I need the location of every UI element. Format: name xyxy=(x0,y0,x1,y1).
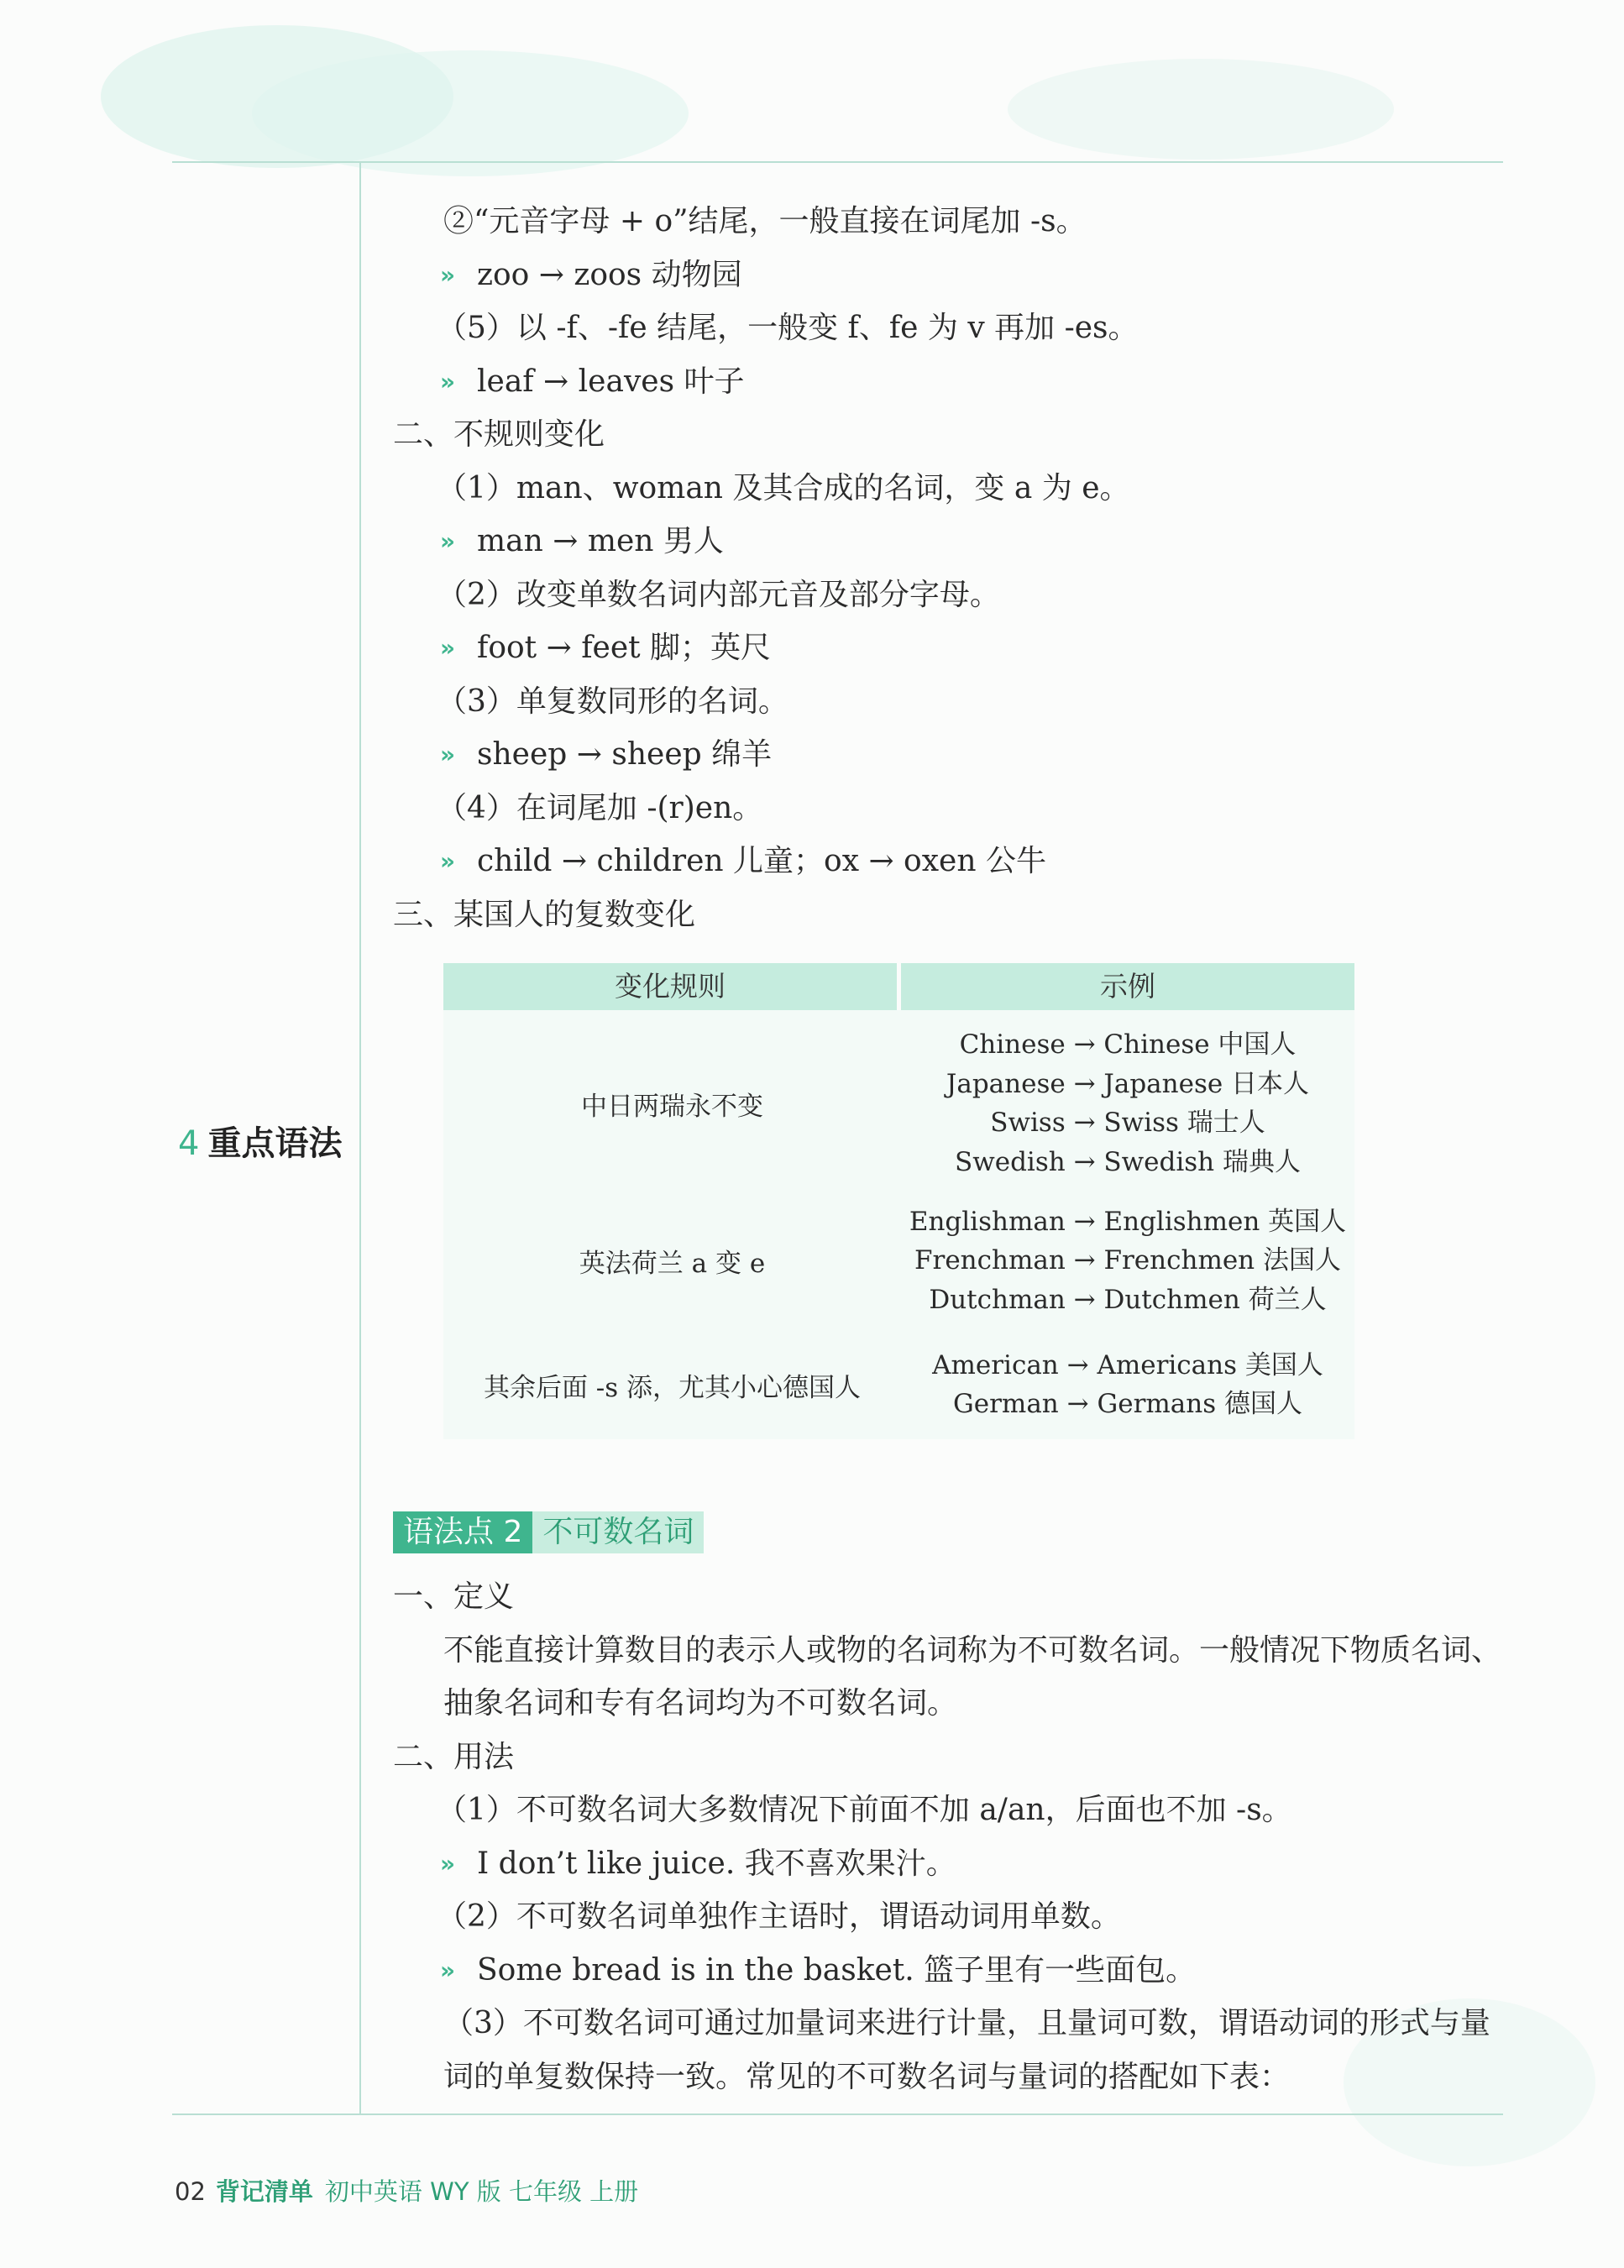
table-header-rule: 变化规则 xyxy=(443,963,897,1010)
table-cell-rule: 中日两瑞永不变 xyxy=(581,1091,763,1122)
subheading-definition: 一、定义 xyxy=(393,1579,515,1614)
grammar-point-title: 不可数名词 xyxy=(532,1511,704,1553)
table-cell-rule: 英法荷兰 a 变 e xyxy=(579,1249,766,1279)
usage-list xyxy=(393,1783,1510,1997)
example-line xyxy=(393,621,1510,675)
example-item: Englishman → Englishmen 英国人 xyxy=(909,1206,1347,1237)
margin-divider xyxy=(359,161,361,2113)
example-text: man → men 男人 xyxy=(477,524,724,558)
chevron-icon: » xyxy=(440,634,456,662)
header-divider xyxy=(172,161,1503,163)
decor-wash xyxy=(1008,59,1394,160)
table-row xyxy=(443,1330,1354,1439)
rule-line: （2）不可数名词单独作主语时，谓语动词用单数。 xyxy=(437,1899,1121,1934)
rule-line: ②“元音字母 + o”结尾，一般直接在词尾加 -s。 xyxy=(443,204,1087,238)
definition-paragraph: 不能直接计算数目的表示人或物的名词称为不可数名词。一般情况下物质名词、抽象名词和专有名词均为不可数名词。 xyxy=(443,1632,1502,1721)
chevron-icon: » xyxy=(440,1849,456,1878)
example-line xyxy=(393,728,1510,782)
example-line xyxy=(393,835,1510,888)
rule-line: （1）man、woman 及其合成的名词，变 a 为 e。 xyxy=(437,470,1130,505)
example-text: leaf → leaves 叶子 xyxy=(477,364,745,399)
example-text: child → children 儿童；ox → oxen 公牛 xyxy=(477,844,1046,878)
section-number: 4 xyxy=(178,1124,200,1163)
example-item: Frenchman → Frenchmen 法国人 xyxy=(914,1245,1342,1276)
page-footer xyxy=(175,2173,638,2208)
rule-line: （1）不可数名词大多数情况下前面不加 a/an，后面也不加 -s。 xyxy=(437,1793,1292,1827)
example-text: foot → feet 脚；英尺 xyxy=(477,631,772,665)
example-line xyxy=(393,1837,1510,1891)
table-cell-rule: 其余后面 -s 添，尤其小心德国人 xyxy=(483,1372,862,1403)
subheading-usage: 二、用法 xyxy=(393,1739,515,1774)
chevron-icon: » xyxy=(440,741,456,768)
chevron-icon: » xyxy=(440,847,456,875)
example-item: Japanese → Japanese 日本人 xyxy=(946,1068,1310,1099)
table-cell-examples xyxy=(901,1346,1354,1424)
example-text: Some bread is in the basket. 篮子里有一些面包。 xyxy=(477,1952,1197,1988)
table-row xyxy=(443,1010,1354,1192)
section-heading: 三、某国人的复数变化 xyxy=(393,897,696,932)
book-series: 背记清单 xyxy=(215,2177,313,2206)
table-body xyxy=(443,1010,1354,1439)
table-cell-examples xyxy=(901,1202,1354,1320)
section-label xyxy=(178,1117,342,1165)
example-item: American → Americans 美国人 xyxy=(932,1349,1323,1380)
chevron-icon: » xyxy=(440,367,456,395)
example-item: Dutchman → Dutchmen 荷兰人 xyxy=(929,1284,1327,1315)
chevron-icon: » xyxy=(440,1956,456,1984)
grammar-point-tag: 语法点 2 xyxy=(393,1511,532,1553)
book-edition: 初中英语 WY 版 七年级 上册 xyxy=(324,2177,639,2206)
table-header-example: 示例 xyxy=(901,963,1354,1010)
footer-divider xyxy=(172,2113,1503,2115)
example-text: sheep → sheep 绵羊 xyxy=(477,737,773,772)
rule-line: （4）在词尾加 -(r)en。 xyxy=(437,790,763,825)
example-item: Chinese → Chinese 中国人 xyxy=(959,1029,1297,1060)
grammar-point-banner xyxy=(393,1511,1510,1553)
table-header xyxy=(443,963,1354,1010)
section-title: 重点语法 xyxy=(207,1124,343,1163)
example-line xyxy=(393,515,1510,568)
example-line xyxy=(393,249,1510,302)
example-item: Swiss → Swiss 瑞士人 xyxy=(990,1108,1265,1138)
page-number: 02 xyxy=(175,2177,206,2206)
decor-wash xyxy=(252,50,689,176)
table-row xyxy=(443,1192,1354,1330)
rule-line: （2）改变单数名词内部元音及部分字母。 xyxy=(437,577,1000,612)
rule-line: （5）以 -f、-fe 结尾，一般变 f、fe 为 v 再加 -es。 xyxy=(437,311,1139,345)
content xyxy=(393,195,1510,2103)
example-item: Swedish → Swedish 瑞典人 xyxy=(954,1146,1302,1177)
chevron-icon: » xyxy=(440,260,456,289)
section-heading: 二、不规则变化 xyxy=(393,417,605,452)
example-text: I don’t like juice. 我不喜欢果汁。 xyxy=(477,1846,956,1881)
example-item: German → Germans 德国人 xyxy=(953,1389,1302,1419)
example-line xyxy=(393,355,1510,409)
table-cell-examples xyxy=(901,1025,1354,1181)
chevron-icon: » xyxy=(440,527,456,555)
rule-line: （3）单复数同形的名词。 xyxy=(437,684,788,719)
example-text: zoo → zoos 动物园 xyxy=(477,257,742,292)
nationality-plural-table xyxy=(443,963,1354,1439)
example-line xyxy=(393,1944,1510,1998)
usage-rule-3: （3）不可数名词可通过加量词来进行计量，且量词可数，谓语动词的形式与量词的单复数保持一致。常见的不可数名词与量词的搭配如下表： xyxy=(443,2006,1490,2094)
plural-rules xyxy=(393,195,1510,941)
